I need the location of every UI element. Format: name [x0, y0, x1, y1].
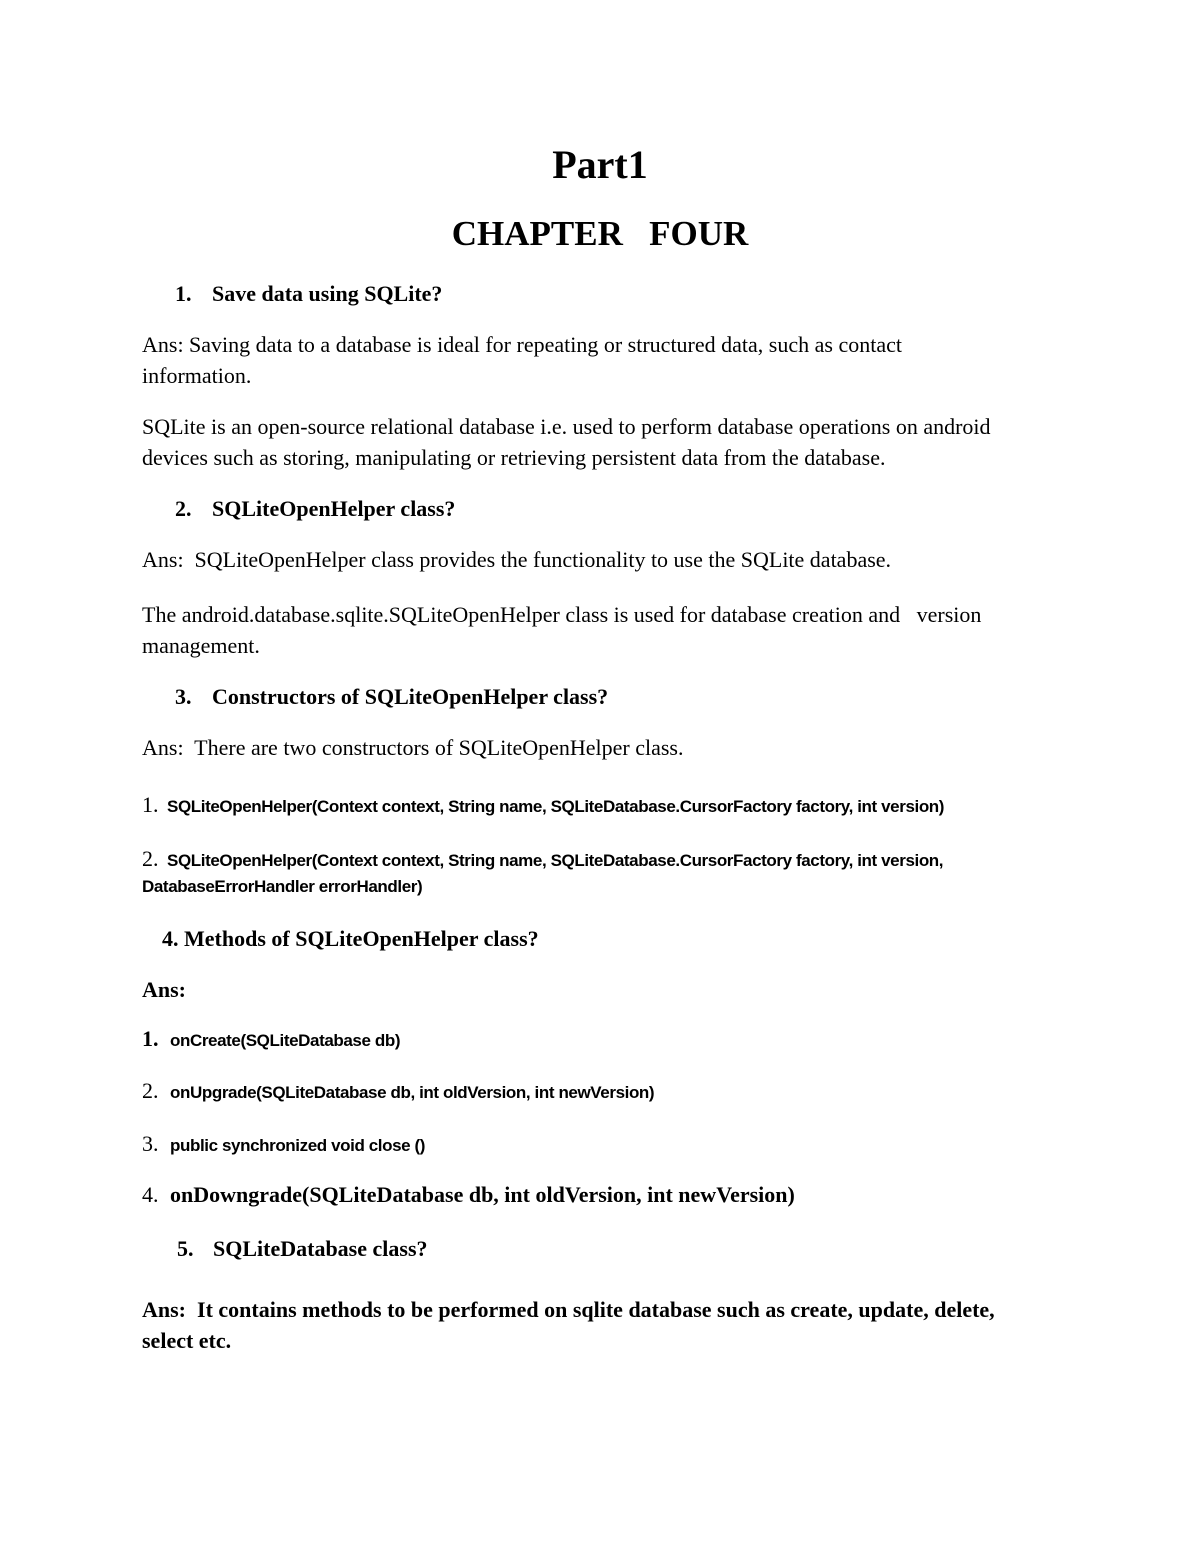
item-number: 1.	[142, 1026, 159, 1051]
question-number: 2.	[175, 496, 192, 521]
question-text: Save data using SQLite?	[212, 281, 443, 306]
method-item	[142, 1130, 425, 1160]
answer-text: Ans: Saving data to a database is ideal for repeating or structured data, such as contact	[142, 332, 902, 357]
question-text: SQLiteDatabase class?	[213, 1236, 428, 1261]
item-number: 2.	[142, 1078, 159, 1103]
code-text: onCreate(SQLiteDatabase db)	[170, 1031, 401, 1050]
method-item	[142, 1025, 400, 1055]
answer-text: Ans: It contains methods to be performed on sqlite database such as create, update, delete,	[142, 1297, 995, 1322]
answer-label: Ans:	[142, 977, 187, 1002]
question-1	[175, 280, 442, 308]
question-5	[177, 1235, 428, 1263]
method-item	[142, 1077, 654, 1107]
answer-text: devices such as storing, manipulating or retrieving persistent data from the database.	[142, 445, 886, 470]
question-3	[175, 683, 608, 711]
constructor-item	[142, 791, 944, 821]
item-number: 2.	[142, 846, 159, 871]
code-text: onUpgrade(SQLiteDatabase db, int oldVersion, int newVersion)	[170, 1083, 655, 1102]
answer-text: Ans: There are two constructors of SQLiteOpenHelper class.	[142, 735, 684, 760]
answer-text: select etc.	[142, 1328, 232, 1353]
page-title: Part1	[552, 142, 648, 187]
answer-text: SQLite is an open-source relational database i.e. used to perform database operations on android	[142, 414, 991, 439]
code-text: SQLiteOpenHelper(Context context, String name, SQLiteDatabase.CursorFactory factory, int version,	[167, 851, 944, 870]
question-text: SQLiteOpenHelper class?	[212, 496, 456, 521]
question-number: 5.	[177, 1236, 194, 1261]
method-text: onDowngrade(SQLiteDatabase db, int oldVersion, int newVersion)	[170, 1182, 795, 1207]
item-number: 3.	[142, 1131, 159, 1156]
method-item	[142, 1181, 795, 1209]
answer-text: The android.database.sqlite.SQLiteOpenHelper class is used for database creation and version	[142, 602, 982, 627]
question-4: 4. Methods of SQLiteOpenHelper class?	[162, 926, 539, 951]
code-text: public synchronized void close ()	[170, 1136, 426, 1155]
question-text: Constructors of SQLiteOpenHelper class?	[212, 684, 609, 709]
code-text: DatabaseErrorHandler errorHandler)	[142, 877, 423, 896]
question-2	[175, 495, 455, 523]
chapter-heading: CHAPTER FOUR	[451, 214, 749, 253]
question-number: 3.	[175, 684, 192, 709]
question-number: 1.	[175, 281, 192, 306]
answer-text: Ans: SQLiteOpenHelper class provides the functionality to use the SQLite database.	[142, 547, 892, 572]
code-text: SQLiteOpenHelper(Context context, String name, SQLiteDatabase.CursorFactory factory, int version)	[167, 797, 945, 816]
item-number: 1.	[142, 792, 159, 817]
item-number: 4.	[142, 1182, 159, 1207]
answer-text: information.	[142, 363, 252, 388]
answer-text: management.	[142, 633, 260, 658]
constructor-item	[142, 845, 943, 875]
